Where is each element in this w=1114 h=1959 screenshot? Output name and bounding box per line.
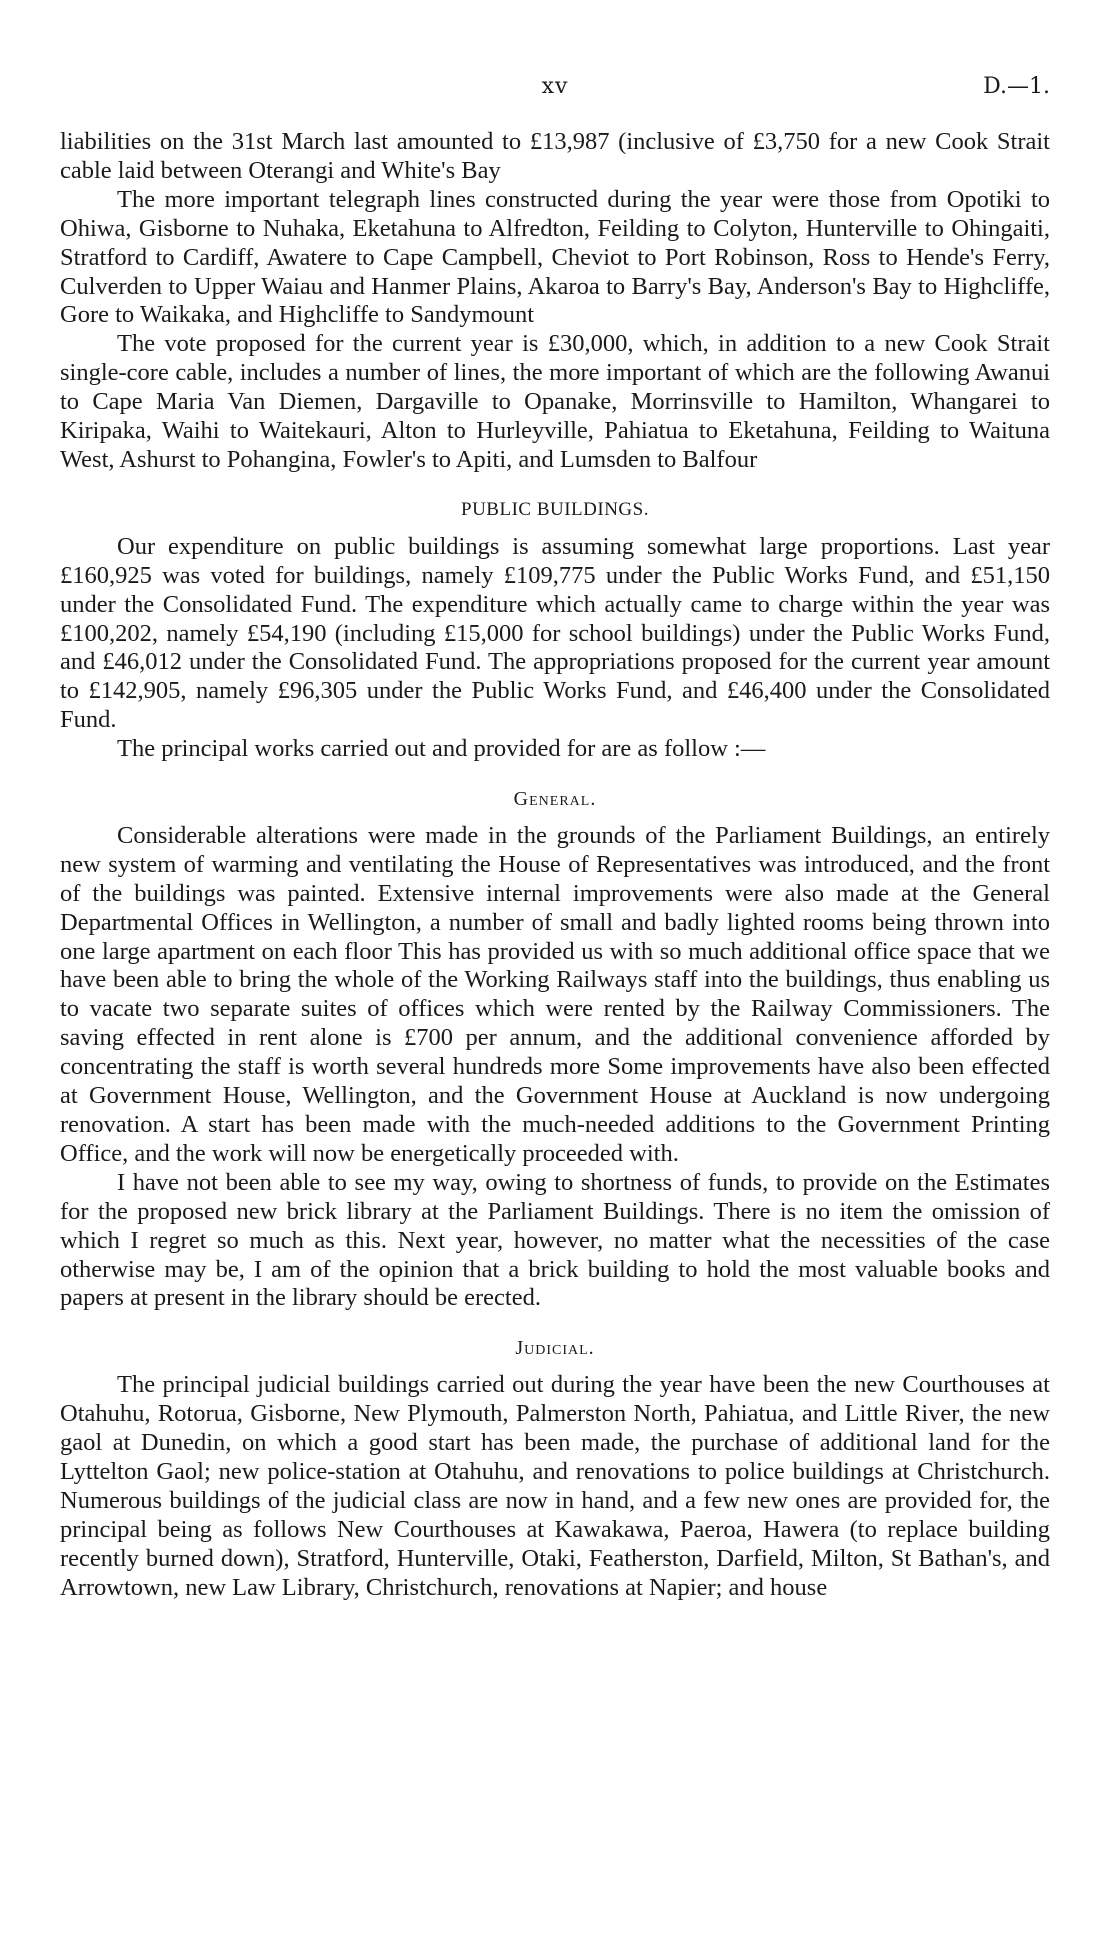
document-reference: D.—1. [983,74,1050,99]
paragraph-judicial-buildings: The principal judicial buildings carried out during the year have been the new Courthouses at Otahuhu, Rotorua, Gisborne, New Plymouth, Palmerston North, Pahiatua, and Little River, the new gaol at Dunedin, on which a good start has been made, the purchase of additional land for the Lyttelton Gaol; new police-station at Otahuhu, and renovations to police buildings at Christchurch. Numerous buildings of the judicial class are now in hand, and a few new ones are provided for, the principal being as follows New Courthouses at Kawakawa, Paeroa, Hawera (to replace building recently burned down), Stratford, Hunterville, Otaki, Featherston, Darfield, Milton, St Bathan's, and Arrowtown, new Law Library, Christchurch, renovations at Napier; and house [60,1371,1050,1601]
heading-public-buildings: PUBLIC BUILDINGS. [461,498,649,520]
paragraph-principal-works: The principal works carried out and provided for are as follow :— [117,735,766,763]
paragraph-liabilities: liabilities on the 31st March last amounted to £13,987 (inclusive of £3,750 for a new Cook Strait cable laid between Oterangi and White's Bay [60,128,1050,184]
page-number: xv [541,74,569,99]
heading-judicial: Judicial. [515,1337,595,1360]
heading-general: General. [513,788,597,811]
paragraph-vote-proposed: The vote proposed for the current year is £30,000, which, in addition to a new Cook Strait single-core cable, includes a number of lines, the more important of which are the following Awanui to Cape Maria Van Diemen, Dargaville to Opanake, Morrinsville to Hamilton, Whangarei to Kiripaka, Waihi to Waitekauri, Alton to Hurleyville, Pahiatua to Eketahuna, Feilding to Waituna West, Ashurst to Pohangina, Fowler's to Apiti, and Lumsden to Balfour [60,330,1050,473]
paragraph-expenditure: Our expenditure on public buildings is assuming somewhat large proportions. Last year £160,925 was voted for buildings, namely £109,775 under the Public Works Fund, and £51,150 under the Consolidated Fund. The expenditure which actually came to charge within the year was £100,202, namely £54,190 (including £15,000 for school buildings) under the Public Works Fund, and £46,012 under the Consolidated Fund. The appropriations proposed for the current year amount to £142,905, namely £96,305 under the Public Works Fund, and £46,400 under the Consolidated Fund. [60,532,1050,734]
page-header [60,74,1050,104]
paragraph-telegraph-lines: The more important telegraph lines constructed during the year were those from Opotiki to Ohiwa, Gisborne to Nuhaka, Eketahuna to Alfredton, Feilding to Colyton, Hunterville to Ohingaiti, Stratford to Cardiff, Awatere to Cape Campbell, Cheviot to Port Robinson, Ross to Hende's Ferry, Culverden to Upper Waiau and Hanmer Plains, Akaroa to Barry's Bay, Anderson's Bay to Highcliffe, Gore to Waikaka, and Highcliffe to Sandymount [60,185,1050,329]
paragraph-library: I have not been able to see my way, owing to shortness of funds, to provide on the Estimates for the proposed new brick library at the Parliament Buildings. There is no item the omission of which I regret so much as this. Next year, however, no matter what the necessities of the case otherwise may be, I am of the opinion that a brick building to hold the most valuable books and papers at present in the library should be erected. [60,1168,1050,1312]
document-body [60,128,1050,1603]
paragraph-alterations: Considerable alterations were made in the grounds of the Parliament Buildings, an entirely new system of warming and ventilating the House of Representatives was introduced, and the front of the buildings was painted. Extensive internal improvements were also made at the General Departmental Offices in Wellington, a number of small and badly lighted rooms being thrown into one large apartment on each floor This has provided us with so much additional office space that we have been able to bring the whole of the Working Railways staff into the buildings, thus enabling us to vacate two separate suites of offices which were rented by the Railway Commissioners. The saving effected in rent alone is £700 per annum, and the additional convenience afforded by concentrating the staff is worth several hundreds more Some improvements have also been effected at Government House, Wellington, and the Government House at Auckland is now undergoing renovation. A start has been made with the much-needed additions to the Government Printing Office, and the work will now be energetically proceeded with. [60,821,1050,1167]
